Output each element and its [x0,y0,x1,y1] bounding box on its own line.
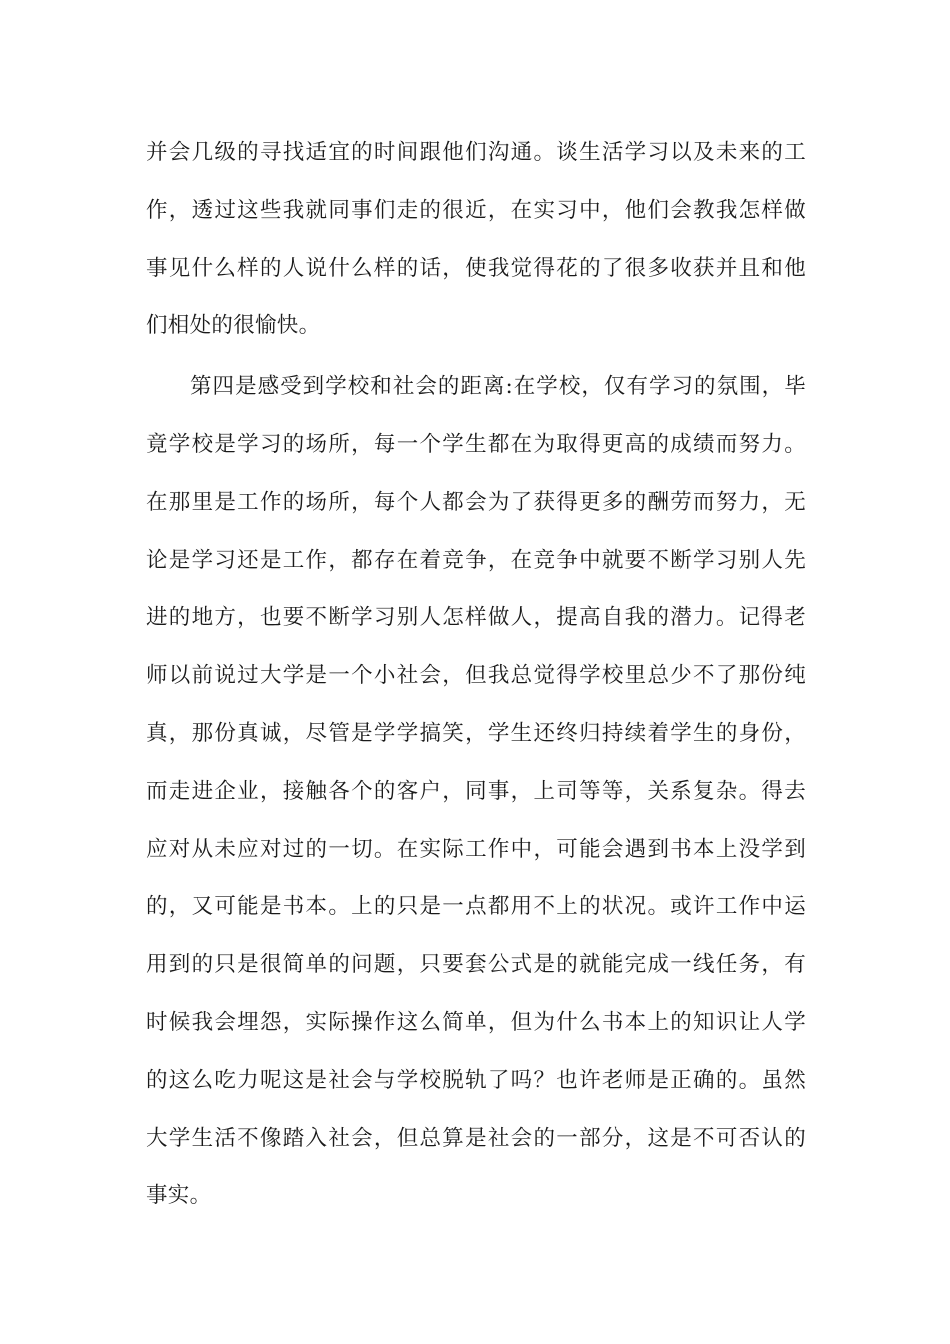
text-line: 应对从未应对过的一切。在实际工作中，可能会遇到书本上没学到 [146,836,806,862]
text-line: 大学生活不像踏入社会，但总算是社会的一部分，这是不可否认的 [146,1125,806,1151]
text-line: 用到的只是很简单的问题，只要套公式是的就能完成一线任务，有 [146,952,806,978]
text-line: 的，又可能是书本。上的只是一点都用不上的状况。或许工作中运 [146,894,806,920]
paragraph-2 [146,365,806,1232]
text-line: 在那里是工作的场所，每个人都会为了获得更多的酬劳而努力，无 [146,489,806,515]
text-line: 第四是感受到学校和社会的距离:在学校，仅有学习的氛围，毕 [190,374,806,400]
text-line: 时候我会埋怨，实际操作这么简单，但为什么书本上的知识让人学 [146,1009,806,1035]
text-line: 竟学校是学习的场所，每一个学生都在为取得更高的成绩而努力。 [146,431,806,457]
text-line: 论是学习还是工作，都存在着竞争，在竞争中就要不断学习别人先 [146,547,806,573]
text-line: 们相处的很愉快。 [146,313,321,339]
text-line: 事实。 [146,1183,212,1209]
text-line: 真，那份真诚，尽管是学学搞笑，学生还终归持续着学生的身份， [146,720,806,746]
paragraph-1 [146,131,806,362]
text-line: 而走进企业，接触各个的客户，同事，上司等等，关系复杂。得去 [146,778,806,804]
text-line: 并会几级的寻找适宜的时间跟他们沟通。谈生活学习以及未来的工 [146,140,806,165]
text-line: 事见什么样的人说什么样的话，使我觉得花的了很多收获并且和他 [146,255,806,281]
text-line: 师以前说过大学是一个小社会，但我总觉得学校里总少不了那份纯 [146,663,806,689]
text-line: 作，透过这些我就同事们走的很近，在实习中，他们会教我怎样做 [146,197,806,223]
document-page [146,131,806,1232]
text-line: 的这么吃力呢这是社会与学校脱轨了吗？也许老师是正确的。虽然 [146,1067,806,1093]
text-line: 进的地方，也要不断学习别人怎样做人，提高自我的潜力。记得老 [146,605,806,631]
